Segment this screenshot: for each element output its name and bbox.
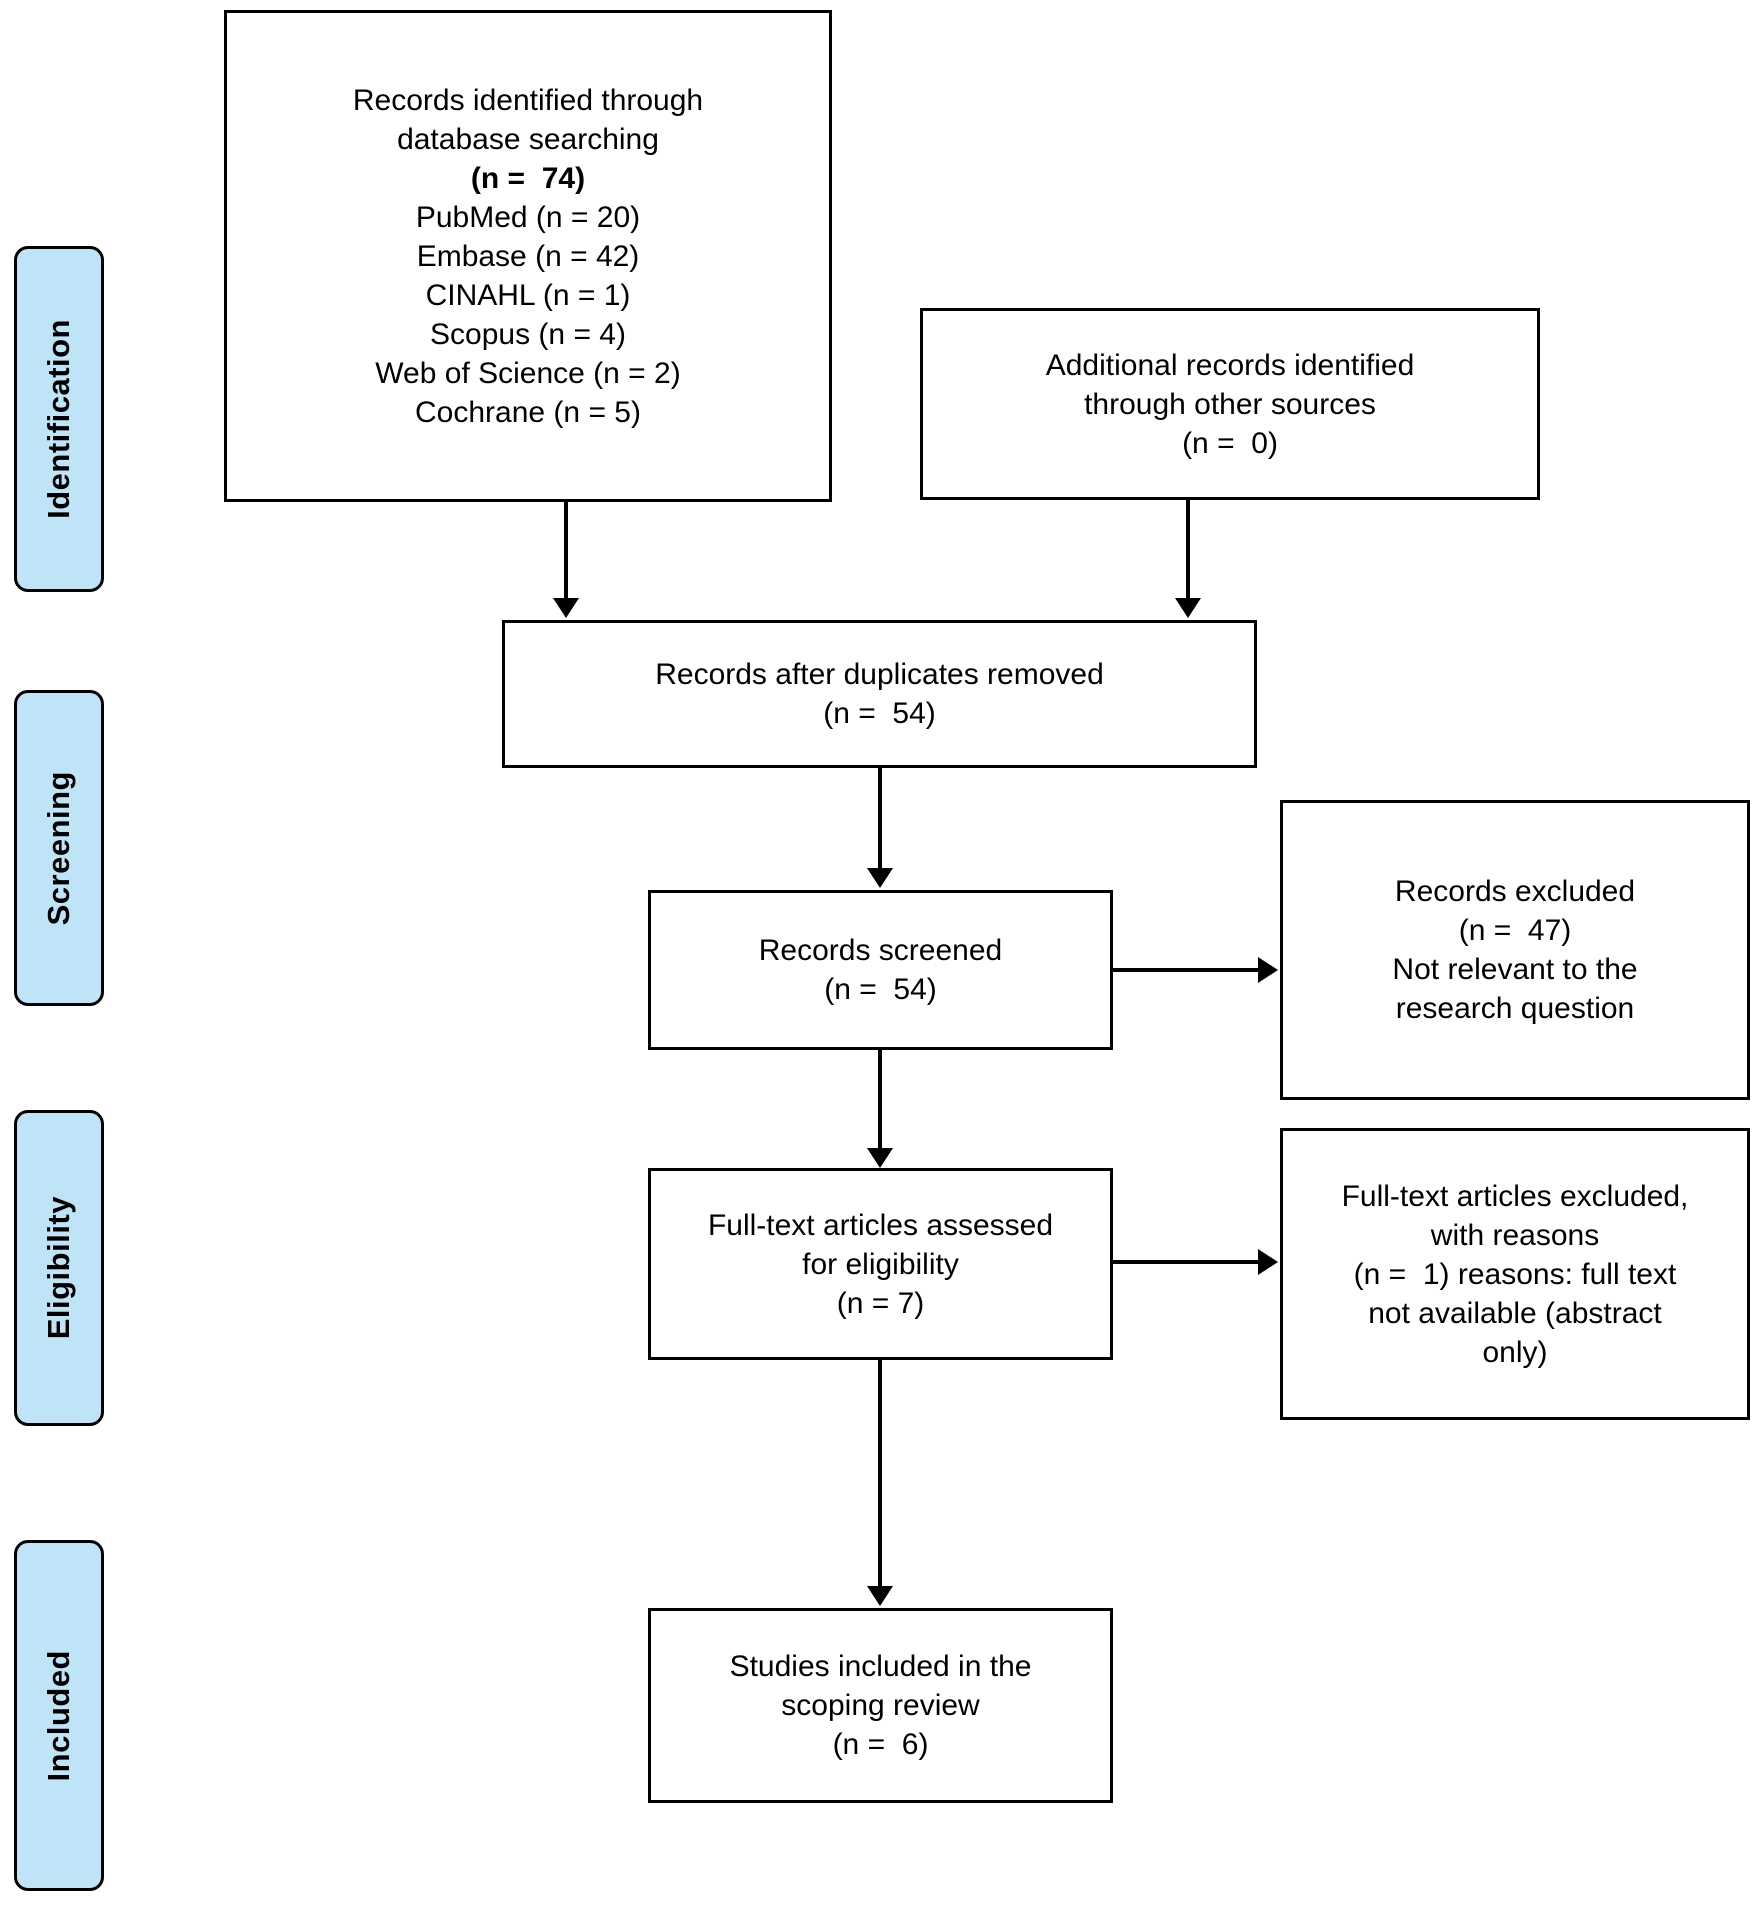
box-fulltext-assessed-line-2: for eligibility xyxy=(802,1247,959,1281)
box-records-excluded-reason-line-1: Not relevant to the xyxy=(1392,953,1638,986)
box-fulltext-assessed xyxy=(648,1168,1113,1360)
stage-label-included-text: Included xyxy=(41,1649,76,1782)
box-fulltext-excluded-line-1: Full-text articles excluded, xyxy=(1341,1179,1689,1213)
stage-label-included xyxy=(14,1540,104,1891)
box-records-after-duplicates xyxy=(502,620,1257,768)
box-fulltext-excluded-count: (n = 1) reasons: full text xyxy=(1353,1257,1677,1291)
box-studies-included-count: (n = 6) xyxy=(832,1728,929,1761)
stage-label-screening-text: Screening xyxy=(41,770,76,926)
box-records-identified-source-cinahl: CINAHL (n = 1) xyxy=(425,278,631,312)
arrow-additional-to-duplicates xyxy=(1186,500,1190,600)
box-studies-included-line-2: scoping review xyxy=(781,1689,980,1722)
box-fulltext-assessed-line-1: Full-text articles assessed xyxy=(707,1208,1054,1242)
stage-label-identification-text: Identification xyxy=(41,319,76,519)
arrow-duplicates-to-screened xyxy=(878,768,882,870)
box-records-identified-line-2: database searching xyxy=(397,122,659,156)
box-additional-records xyxy=(920,308,1540,500)
box-records-identified-source-scopus: Scopus (n = 4) xyxy=(430,317,626,351)
box-records-screened-line-1: Records screened xyxy=(758,934,1003,967)
arrow-screened-to-excluded xyxy=(1113,968,1261,972)
arrow-screened-to-excluded-head xyxy=(1258,957,1278,983)
box-records-excluded xyxy=(1280,800,1750,1100)
arrow-identified-to-duplicates xyxy=(564,502,568,600)
box-records-screened-count: (n = 54) xyxy=(824,973,937,1006)
box-additional-records-line-2: through other sources xyxy=(1084,387,1376,421)
box-records-identified-source-cochrane: Cochrane (n = 5) xyxy=(415,395,641,429)
box-records-after-duplicates-count: (n = 54) xyxy=(823,697,936,730)
arrow-fulltext-to-included-head xyxy=(867,1586,893,1606)
box-fulltext-excluded-line-2: with reasons xyxy=(1430,1218,1600,1252)
box-records-identified-source-embase: Embase (n = 42) xyxy=(416,239,640,273)
arrow-screened-to-fulltext xyxy=(878,1050,882,1150)
box-fulltext-excluded-reason-line-1: not available (abstract xyxy=(1368,1296,1662,1330)
box-fulltext-assessed-count: (n = 7) xyxy=(836,1286,925,1320)
box-records-excluded-count: (n = 47) xyxy=(1458,914,1572,947)
box-records-identified-count: (n = 74) xyxy=(470,161,586,195)
arrow-additional-to-duplicates-head xyxy=(1175,598,1201,618)
stage-label-screening xyxy=(14,690,104,1006)
box-records-identified-line-1: Records identified through xyxy=(352,83,704,117)
box-records-identified-source-pubmed: PubMed (n = 20) xyxy=(415,200,641,234)
box-fulltext-excluded-reason-line-2: only) xyxy=(1482,1335,1548,1369)
box-fulltext-excluded xyxy=(1280,1128,1750,1420)
box-records-excluded-reason-line-2: research question xyxy=(1395,992,1635,1025)
arrow-screened-to-fulltext-head xyxy=(867,1148,893,1168)
box-records-screened xyxy=(648,890,1113,1050)
stage-label-identification xyxy=(14,246,104,592)
arrow-identified-to-duplicates-head xyxy=(553,598,579,618)
box-additional-records-count: (n = 0) xyxy=(1182,426,1278,460)
arrow-fulltext-to-fulltext-excluded xyxy=(1113,1260,1261,1264)
box-records-identified xyxy=(224,10,832,502)
arrow-fulltext-to-fulltext-excluded-head xyxy=(1258,1249,1278,1275)
box-additional-records-line-1: Additional records identified xyxy=(1045,348,1415,382)
box-studies-included xyxy=(648,1608,1113,1803)
box-records-excluded-line-1: Records excluded xyxy=(1394,875,1636,908)
box-studies-included-line-1: Studies included in the xyxy=(729,1650,1032,1683)
stage-label-eligibility-text: Eligibility xyxy=(41,1196,76,1340)
stage-label-eligibility xyxy=(14,1110,104,1426)
arrow-duplicates-to-screened-head xyxy=(867,868,893,888)
box-records-identified-source-web-of-science: Web of Science (n = 2) xyxy=(375,356,681,390)
box-records-after-duplicates-line-1: Records after duplicates removed xyxy=(655,658,1104,691)
arrow-fulltext-to-included xyxy=(878,1360,882,1588)
